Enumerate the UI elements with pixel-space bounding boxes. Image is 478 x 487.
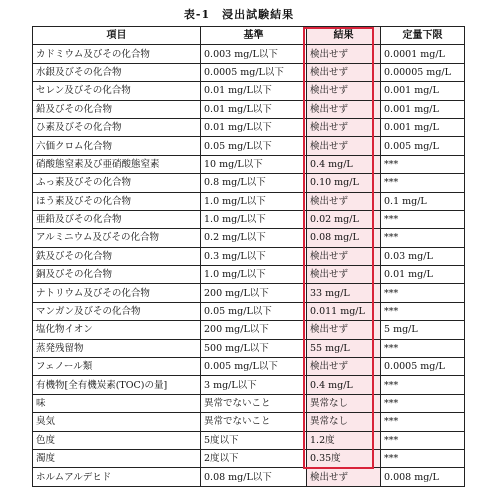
detection-limit-cell: *** [381, 376, 465, 394]
item-cell: 亜鉛及びその化合物 [33, 210, 201, 228]
item-cell: ほう素及びその化合物 [33, 192, 201, 210]
table-row [33, 266, 465, 284]
result-cell: 検出せず [307, 266, 381, 284]
item-cell: 硝酸態窒素及び亜硝酸態窒素 [33, 155, 201, 173]
result-cell: 0.08 mg/L [307, 229, 381, 247]
header-row [33, 27, 465, 45]
header-detection-limit: 定量下限 [381, 27, 465, 45]
result-cell: 異常なし [307, 394, 381, 412]
item-cell: 銅及びその化合物 [33, 266, 201, 284]
item-cell: 臭気 [33, 413, 201, 431]
result-cell: 0.02 mg/L [307, 210, 381, 228]
result-cell: 33 mg/L [307, 284, 381, 302]
result-cell: 0.10 mg/L [307, 174, 381, 192]
leaching-test-results-table [32, 26, 465, 487]
detection-limit-cell: 5 mg/L [381, 321, 465, 339]
item-cell: 六価クロム化合物 [33, 137, 201, 155]
table-row [33, 284, 465, 302]
table-row [33, 137, 465, 155]
result-cell: 検出せず [307, 468, 381, 486]
detection-limit-cell: *** [381, 155, 465, 173]
standard-cell: 200 mg/L以下 [201, 284, 307, 302]
table-row [33, 358, 465, 376]
result-cell: 検出せず [307, 118, 381, 136]
standard-cell: 0.003 mg/L以下 [201, 45, 307, 63]
result-cell: 0.4 mg/L [307, 376, 381, 394]
item-cell: 味 [33, 394, 201, 412]
result-cell: 検出せず [307, 100, 381, 118]
item-cell: 色度 [33, 431, 201, 449]
result-cell: 0.35度 [307, 449, 381, 467]
item-cell: ひ素及びその化合物 [33, 118, 201, 136]
table-row [33, 45, 465, 63]
item-cell: フェノール類 [33, 358, 201, 376]
standard-cell: 0.0005 mg/L以下 [201, 63, 307, 81]
table-row [33, 82, 465, 100]
standard-cell: 3 mg/L以下 [201, 376, 307, 394]
detection-limit-cell: 0.1 mg/L [381, 192, 465, 210]
result-cell: 0.4 mg/L [307, 155, 381, 173]
detection-limit-cell: *** [381, 284, 465, 302]
standard-cell: 異常でないこと [201, 413, 307, 431]
standard-cell: 0.05 mg/L以下 [201, 302, 307, 320]
result-cell: 検出せず [307, 321, 381, 339]
standard-cell: 0.01 mg/L以下 [201, 100, 307, 118]
table-row [33, 155, 465, 173]
item-cell: 鉄及びその化合物 [33, 247, 201, 265]
table-row [33, 210, 465, 228]
item-cell: 鉛及びその化合物 [33, 100, 201, 118]
table-row [33, 118, 465, 136]
detection-limit-cell: 0.001 mg/L [381, 82, 465, 100]
standard-cell: 2度以下 [201, 449, 307, 467]
standard-cell: 異常でないこと [201, 394, 307, 412]
table-row [33, 449, 465, 467]
detection-limit-cell: 0.001 mg/L [381, 100, 465, 118]
detection-limit-cell: *** [381, 394, 465, 412]
item-cell: ナトリウム及びその化合物 [33, 284, 201, 302]
detection-limit-cell: 0.01 mg/L [381, 266, 465, 284]
standard-cell: 0.2 mg/L以下 [201, 229, 307, 247]
detection-limit-cell: 0.0001 mg/L [381, 45, 465, 63]
item-cell: カドミウム及びその化合物 [33, 45, 201, 63]
standard-cell: 1.0 mg/L以下 [201, 210, 307, 228]
result-cell: 検出せず [307, 358, 381, 376]
detection-limit-cell: *** [381, 210, 465, 228]
standard-cell: 0.08 mg/L以下 [201, 468, 307, 486]
table-row [33, 247, 465, 265]
standard-cell: 0.01 mg/L以下 [201, 82, 307, 100]
detection-limit-cell: 0.001 mg/L [381, 118, 465, 136]
detection-limit-cell: *** [381, 413, 465, 431]
item-cell: 蒸発残留物 [33, 339, 201, 357]
table-row [33, 376, 465, 394]
standard-cell: 0.01 mg/L以下 [201, 118, 307, 136]
table-row [33, 431, 465, 449]
detection-limit-cell: *** [381, 431, 465, 449]
standard-cell: 200 mg/L以下 [201, 321, 307, 339]
detection-limit-cell: 0.008 mg/L [381, 468, 465, 486]
result-cell: 1.2度 [307, 431, 381, 449]
item-cell: マンガン及びその化合物 [33, 302, 201, 320]
standard-cell: 10 mg/L以下 [201, 155, 307, 173]
standard-cell: 500 mg/L以下 [201, 339, 307, 357]
item-cell: ふっ素及びその化合物 [33, 174, 201, 192]
detection-limit-cell: 0.0005 mg/L [381, 358, 465, 376]
standard-cell: 5度以下 [201, 431, 307, 449]
table-row [33, 63, 465, 81]
result-cell: 検出せず [307, 63, 381, 81]
detection-limit-cell: 0.005 mg/L [381, 137, 465, 155]
table-row [33, 339, 465, 357]
table-row [33, 100, 465, 118]
standard-cell: 0.005 mg/L以下 [201, 358, 307, 376]
table-row [33, 302, 465, 320]
item-cell: ホルムアルデヒド [33, 468, 201, 486]
table-row [33, 468, 465, 486]
table-row [33, 394, 465, 412]
result-cell: 0.011 mg/L [307, 302, 381, 320]
item-cell: 濁度 [33, 449, 201, 467]
standard-cell: 0.8 mg/L以下 [201, 174, 307, 192]
detection-limit-cell: *** [381, 229, 465, 247]
table-row [33, 174, 465, 192]
item-cell: 有機物[全有機炭素(TOC)の量] [33, 376, 201, 394]
result-cell: 検出せず [307, 82, 381, 100]
item-cell: 水銀及びその化合物 [33, 63, 201, 81]
item-cell: セレン及びその化合物 [33, 82, 201, 100]
item-cell: 塩化物イオン [33, 321, 201, 339]
result-cell: 検出せず [307, 137, 381, 155]
result-cell: 検出せず [307, 247, 381, 265]
result-cell: 異常なし [307, 413, 381, 431]
header-standard: 基準 [201, 27, 307, 45]
result-cell: 検出せず [307, 45, 381, 63]
result-cell: 検出せず [307, 192, 381, 210]
standard-cell: 1.0 mg/L以下 [201, 192, 307, 210]
detection-limit-cell: *** [381, 174, 465, 192]
table-row [33, 229, 465, 247]
detection-limit-cell: 0.03 mg/L [381, 247, 465, 265]
table-row [33, 413, 465, 431]
table-row [33, 192, 465, 210]
header-result: 結果 [307, 27, 381, 45]
standard-cell: 1.0 mg/L以下 [201, 266, 307, 284]
detection-limit-cell: *** [381, 449, 465, 467]
detection-limit-cell: 0.00005 mg/L [381, 63, 465, 81]
result-cell: 55 mg/L [307, 339, 381, 357]
detection-limit-cell: *** [381, 339, 465, 357]
detection-limit-cell: *** [381, 302, 465, 320]
standard-cell: 0.3 mg/L以下 [201, 247, 307, 265]
header-item: 項目 [33, 27, 201, 45]
table-row [33, 321, 465, 339]
table-title: 表-1 浸出試験結果 [183, 8, 295, 21]
standard-cell: 0.05 mg/L以下 [201, 137, 307, 155]
item-cell: アルミニウム及びその化合物 [33, 229, 201, 247]
